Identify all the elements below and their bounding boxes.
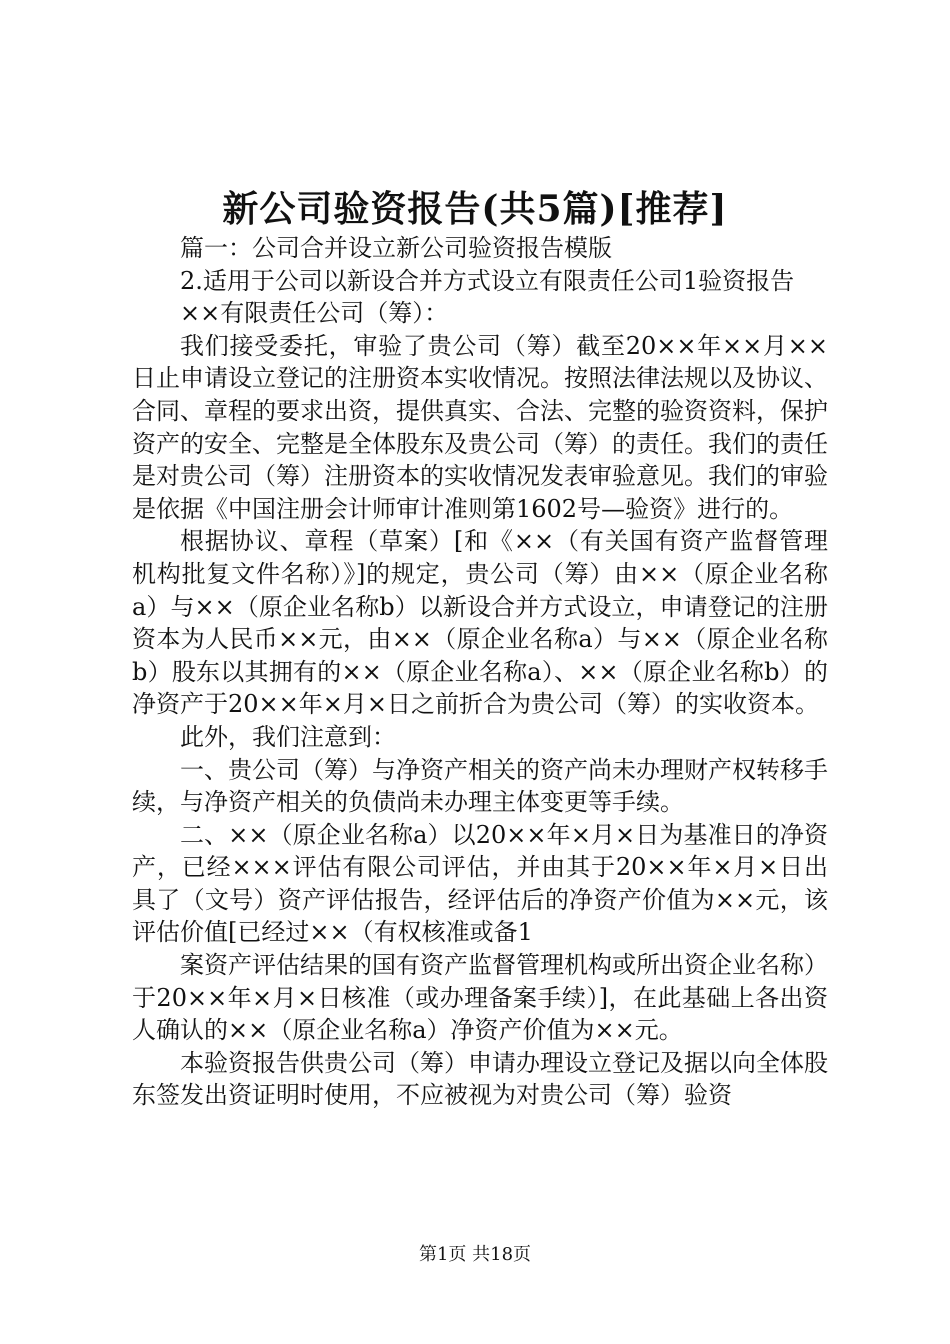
document-body: [132, 232, 828, 1112]
document-title: 新公司验资报告(共5篇)[推荐]: [222, 188, 728, 230]
paragraph-engagement: 我们接受委托，审验了贵公司（筹）截至20××年××月××日止申请设立登记的注册资本实收情况。按照法律法规以及协议、合同、章程的要求出资，提供真实、合法、完整的验资资料，保护资产的安全、完整是全体股东及贵公司（筹）的责任。我们的责任是对贵公司（筹）注册资本的实收情况发表审验意见。我们的审验是依据《中国注册会计师审计准则第1602号—验资》进行的。: [132, 331, 828, 523]
paragraph-note-two-continued: 案资产评估结果的国有资产监督管理机构或所出资企业名称）于20××年×月×日核准（或办理备案手续）]，在此基础上各出资人确认的××（原企业名称a）净资产价值为××元。: [132, 951, 828, 1045]
paragraph-usage: 本验资报告供贵公司（筹）申请办理设立登记及据以向全体股东签发出资证明时使用，不应被视为对贵公司（筹）验资: [132, 1048, 828, 1110]
paragraph-notes-intro: 此外，我们注意到：: [180, 722, 396, 751]
paragraph-basis: 根据协议、章程（草案）[和《××（有关国有资产监督管理机构批复文件名称）》]的规定，贵公司（筹）由××（原企业名称a）与××（原企业名称b）以新设合并方式设立，申请登记的注册资本为人民币××元，由××（原企业名称a）与××（原企业名称b）股东以其拥有的××（原企业名称a）、××（原企业名称b）的净资产于20××年×月×日之前折合为贵公司（筹）的实收资本。: [132, 527, 828, 719]
paragraph-section-heading: 篇一：公司合并设立新公司验资报告模版: [180, 234, 612, 262]
paragraph-note-one: 一、贵公司（筹）与净资产相关的资产尚未办理财产权转移手续，与净资产相关的负债尚未办理主体变更等手续。: [132, 755, 828, 817]
paragraph-addressee: ××有限责任公司（筹）：: [180, 299, 449, 328]
paragraph-applicability: 2.适用于公司以新设合并方式设立有限责任公司1验资报告: [180, 266, 795, 295]
page-number-footer: 第1页 共18页: [418, 1244, 532, 1265]
paragraph-note-two: 二、××（原企业名称a）以20××年×月×日为基准日的净资产，已经×××评估有限公司评估，并由其于20××年×月×日出具了（文号）资产评估报告，经评估后的净资产价值为××元，该评估价值[已经过××（有权核准或备1: [132, 820, 828, 947]
